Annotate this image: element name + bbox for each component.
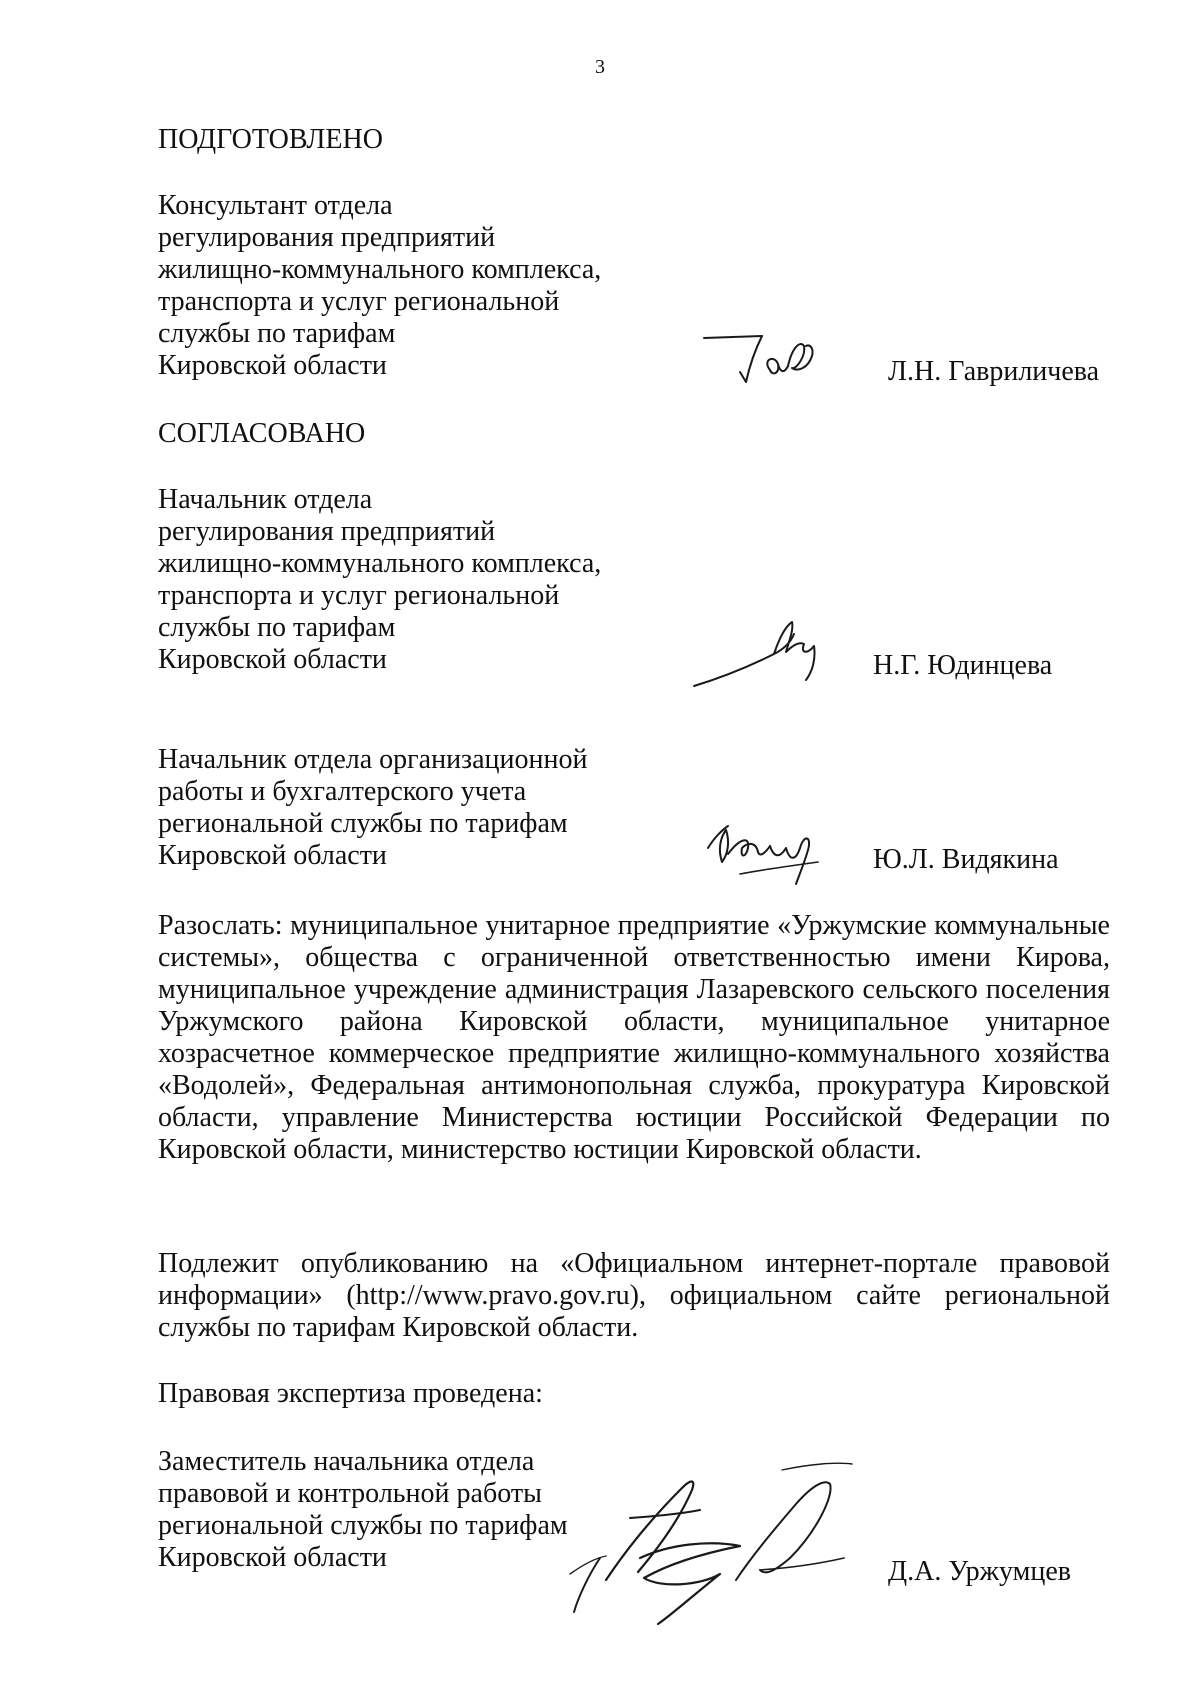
position-line: регулирования предприятий [158, 222, 496, 253]
prepared-name: Л.Н. Гавриличева [888, 356, 1100, 387]
legal-review-statement: Правовая экспертиза проведена: [158, 1378, 543, 1409]
agreed-position-2 [158, 744, 587, 872]
position-line: службы по тарифам [158, 318, 396, 349]
publication-paragraph: Подлежит опубликованию на «Официальном интернет-портале правовой информации» (http://www.pravo.gov.ru), официальном сайте региональной службы по тарифам Кировской области. [158, 1248, 1110, 1343]
position-line: транспорта и услуг региональной [158, 580, 560, 611]
signature-yudintseva [690, 614, 830, 694]
legal-review-name: Д.А. Уржумцев [888, 1556, 1072, 1587]
agreed-name-1: Н.Г. Юдинцева [873, 650, 1053, 681]
position-line: Кировской области [158, 644, 387, 675]
position-line: транспорта и услуг региональной [158, 286, 560, 317]
position-line: службы по тарифам [158, 612, 396, 643]
position-line: Кировской области [158, 840, 387, 871]
position-line: Заместитель начальника отдела [158, 1446, 535, 1477]
page-number: 3 [595, 56, 605, 78]
prepared-heading: ПОДГОТОВЛЕНО [158, 124, 383, 155]
signature-gavrilicheva [700, 330, 830, 390]
signature-vidyakina [700, 818, 830, 888]
distribution-paragraph: Разослать: муниципальное унитарное предприятие «Уржумские коммунальные системы», общества с ограниченной ответственностью имени Кирова, муниципальное учреждение администрация Лазаревского сельского поселения Уржумского района Кировской области, муниципальное унитарное хозрасчетное коммерческое предприятие жилищно-коммунального хозяйства «Водолей», Федеральная антимонопольная служба, прокуратура Кировской области, управление Министерства юстиции Российской Федерации по Кировской области, министерство юстиции Кировской области. [158, 910, 1110, 1165]
position-line: Кировской области [158, 350, 387, 381]
position-line: Начальник отдела организационной [158, 744, 588, 775]
position-line: регулирования предприятий [158, 516, 496, 547]
agreed-position-1 [158, 484, 601, 676]
signature-urzhumtsev [540, 1448, 860, 1626]
position-line: жилищно-коммунального комплекса, [158, 548, 602, 579]
position-line: Начальник отдела [158, 484, 373, 515]
position-line: Кировской области [158, 1542, 387, 1573]
position-line: правовой и контрольной работы [158, 1478, 542, 1509]
legal-review-position [158, 1446, 568, 1574]
position-line: жилищно-коммунального комплекса, [158, 254, 602, 285]
position-line: работы и бухгалтерского учета [158, 776, 527, 807]
position-line: региональной службы по тарифам [158, 808, 568, 839]
position-line: Консультант отдела [158, 190, 393, 221]
agreed-heading: СОГЛАСОВАНО [158, 418, 366, 449]
position-line: региональной службы по тарифам [158, 1510, 568, 1541]
agreed-name-2: Ю.Л. Видякина [873, 844, 1059, 875]
prepared-position [158, 190, 601, 382]
